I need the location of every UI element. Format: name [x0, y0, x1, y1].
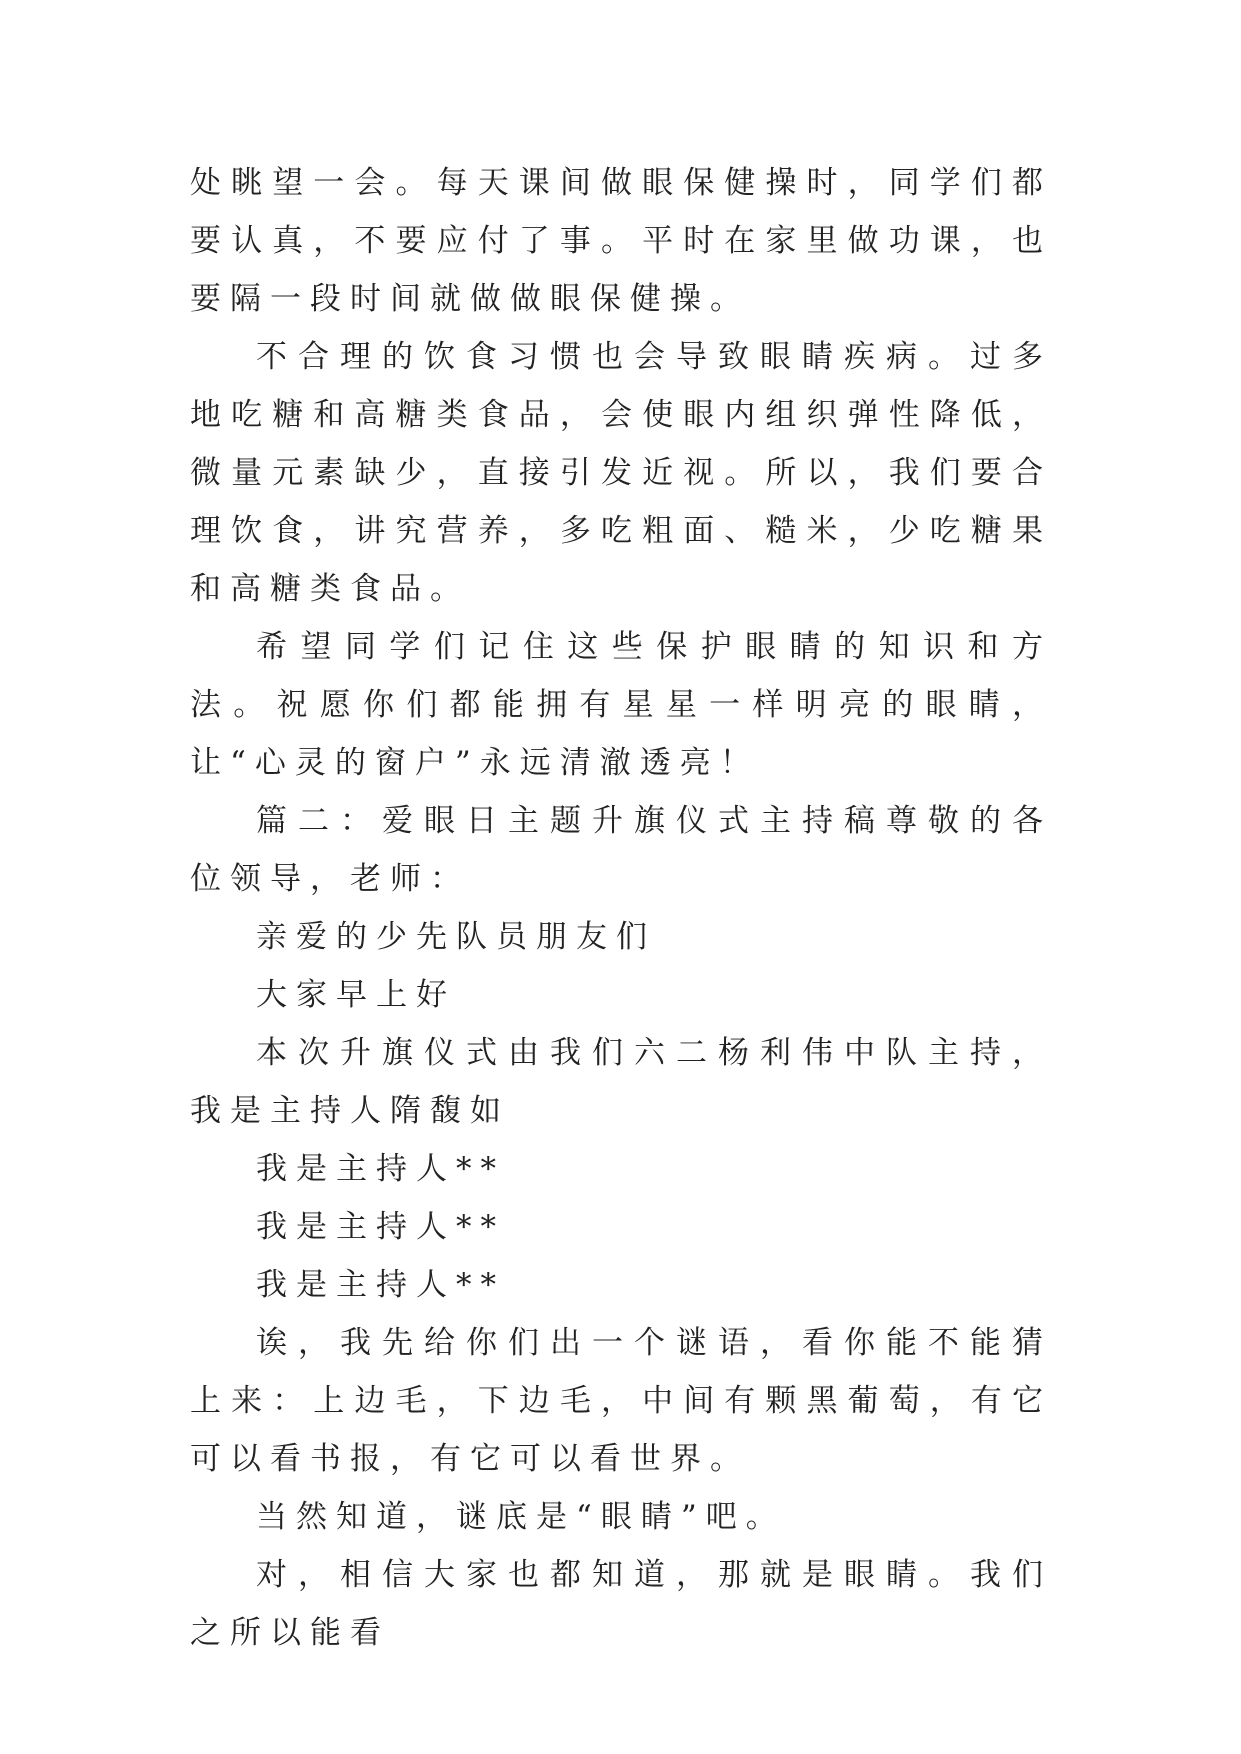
paragraph-host-introduction: 本次升旗仪式由我们六二杨利伟中队主持，我是主持人隋馥如 — [190, 1035, 1052, 1129]
paragraph-riddle-answer: 当然知道，谜底是“眼睛”吧。 — [256, 1499, 786, 1535]
paragraph-riddle: 诶，我先给你们出一个谜语，看你能不能猜上来：上边毛，下边毛，中间有颗黑葡萄，有它可以看书报，有它可以看世界。 — [190, 1325, 1052, 1477]
paragraph-diet-habits: 不合理的饮食习惯也会导致眼睛疾病。过多地吃糖和高糖类食品，会使眼内组织弹性降低，微量元素缺少，直接引发近视。所以，我们要合理饮食，讲究营养，多吃粗面、糙米，少吃糖果和高糖类食品。 — [190, 339, 1052, 607]
paragraph-closing-wish: 希望同学们记住这些保护眼睛的知识和方法。祝愿你们都能拥有星星一样明亮的眼睛，让“心灵的窗户”永远清澈透亮！ — [190, 629, 1052, 781]
paragraph-greeting-pioneers: 亲爱的少先队员朋友们 — [256, 919, 656, 955]
paragraph-host-line-1: 我是主持人** — [256, 1151, 505, 1187]
paragraph-part-two-heading: 篇二：爱眼日主题升旗仪式主持稿尊敬的各位领导，老师： — [190, 803, 1052, 897]
document-body — [190, 154, 1052, 1662]
paragraph-good-morning: 大家早上好 — [256, 977, 456, 1013]
paragraph-eye-exercise-continuation: 处眺望一会。每天课间做眼保健操时，同学们都要认真，不要应付了事。平时在家里做功课，也要隔一段时间就做做眼保健操。 — [190, 165, 1052, 317]
paragraph-eyes-intro: 对，相信大家也都知道，那就是眼睛。我们之所以能看 — [190, 1557, 1052, 1651]
paragraph-host-line-2: 我是主持人** — [256, 1209, 505, 1245]
paragraph-host-line-3: 我是主持人** — [256, 1267, 505, 1303]
